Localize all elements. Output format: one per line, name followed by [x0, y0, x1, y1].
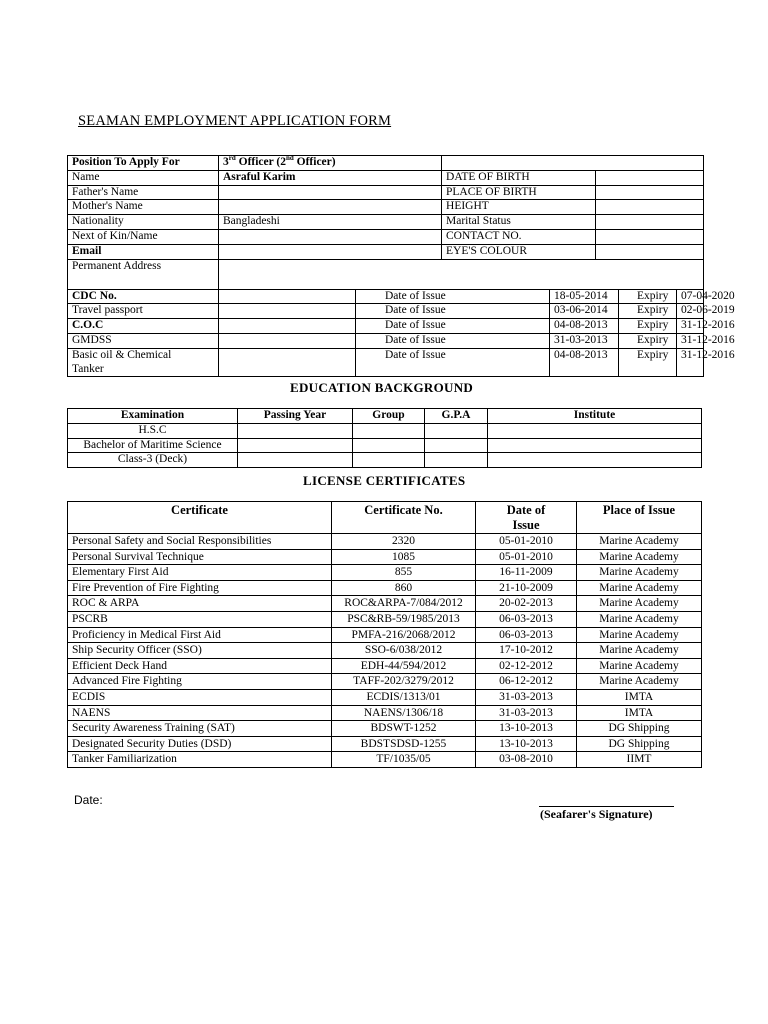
empty-cell	[353, 453, 425, 468]
empty-cell	[442, 156, 704, 171]
education-heading: EDUCATION BACKGROUND	[290, 380, 474, 395]
document-name-text: GMDSS	[72, 333, 112, 346]
document-number	[219, 289, 356, 304]
empty-cell	[488, 438, 702, 453]
document-row	[68, 304, 704, 319]
document-name-text: C.O.C	[72, 319, 104, 332]
field-label: Next of Kin/Name	[68, 229, 219, 244]
certificate-name: Personal Safety and Social Responsibilities	[68, 534, 332, 550]
certificate-name: Security Awareness Training (SAT)	[68, 721, 332, 737]
place-of-issue: Marine Academy	[577, 565, 702, 581]
table-row	[68, 580, 702, 596]
examination-name: Bachelor of Maritime Science	[68, 438, 238, 453]
issue-date: 03-06-2014	[550, 304, 619, 319]
empty-cell	[488, 423, 702, 438]
table-row	[68, 423, 702, 438]
issue-label: Date of Issue	[356, 348, 550, 377]
certificate-name: PSCRB	[68, 611, 332, 627]
issue-date: 17-10-2012	[476, 643, 577, 659]
certificate-name: Advanced Fire Fighting	[68, 674, 332, 690]
issue-date: 13-10-2013	[476, 736, 577, 752]
document-name-text: Tanker	[72, 362, 104, 375]
table-row	[68, 752, 702, 768]
certificate-name: Fire Prevention of Fire Fighting	[68, 580, 332, 596]
place-of-issue: DG Shipping	[577, 736, 702, 752]
field-value	[219, 244, 442, 259]
table-row	[68, 453, 702, 468]
issue-label: Date of Issue	[356, 333, 550, 348]
field-value	[596, 185, 704, 200]
document-name	[68, 304, 219, 319]
place-of-issue: Marine Academy	[577, 611, 702, 627]
examination-name: H.S.C	[68, 423, 238, 438]
date-label: Date:	[74, 793, 103, 807]
document-name	[68, 319, 219, 334]
table-row	[68, 259, 704, 289]
table-row	[68, 721, 702, 737]
field-label: EYE'S COLOUR	[442, 244, 596, 259]
field-value	[596, 170, 704, 185]
table-row	[68, 658, 702, 674]
document-number	[219, 319, 356, 334]
position-value: 3rd Officer (2nd Officer)	[219, 156, 442, 171]
document-name-text: Travel passport	[72, 304, 143, 317]
table-row	[68, 596, 702, 612]
certificate-name: Tanker Familiarization	[68, 752, 332, 768]
field-value	[596, 200, 704, 215]
certificate-number: ECDIS/1313/01	[332, 689, 476, 705]
field-value: Bangladeshi	[219, 215, 442, 230]
field-label: Mother's Name	[68, 200, 219, 215]
expiry-label: Expiry	[619, 304, 677, 319]
place-of-issue: Marine Academy	[577, 627, 702, 643]
issue-label: Date of Issue	[356, 304, 550, 319]
issue-date: 20-02-2013	[476, 596, 577, 612]
place-of-issue: Marine Academy	[577, 658, 702, 674]
place-of-issue: Marine Academy	[577, 580, 702, 596]
table-row	[68, 170, 704, 185]
table-row	[68, 185, 704, 200]
empty-cell	[488, 453, 702, 468]
table-row	[68, 200, 704, 215]
document-name-text: CDC No.	[72, 289, 117, 302]
certificate-number: BDSWT-1252	[332, 721, 476, 737]
field-value: Asraful Karim	[219, 170, 442, 185]
document-number	[219, 304, 356, 319]
document-name	[68, 289, 219, 304]
table-row	[68, 244, 704, 259]
issue-date: 21-10-2009	[476, 580, 577, 596]
field-label: Name	[68, 170, 219, 185]
expiry-date: 31-12-2016	[677, 319, 704, 334]
field-label: DATE OF BIRTH	[442, 170, 596, 185]
certificate-number: TAFF-202/3279/2012	[332, 674, 476, 690]
certificate-number: 860	[332, 580, 476, 596]
place-of-issue: DG Shipping	[577, 721, 702, 737]
certificate-number: NAENS/1306/18	[332, 705, 476, 721]
certificate-number: 2320	[332, 534, 476, 550]
certificate-number: PMFA-216/2068/2012	[332, 627, 476, 643]
field-value	[219, 185, 442, 200]
empty-cell	[425, 453, 488, 468]
certificate-name: ROC & ARPA	[68, 596, 332, 612]
document-row	[68, 289, 704, 304]
field-value	[596, 229, 704, 244]
document-name	[68, 348, 219, 377]
document-row	[68, 348, 704, 377]
certificate-number: 855	[332, 565, 476, 581]
table-row	[68, 229, 704, 244]
certificate-number: TF/1035/05	[332, 752, 476, 768]
column-header: Institute	[488, 409, 702, 424]
empty-cell	[353, 438, 425, 453]
field-value	[596, 215, 704, 230]
column-header: Group	[353, 409, 425, 424]
place-of-issue: Marine Academy	[577, 549, 702, 565]
empty-cell	[425, 438, 488, 453]
field-value	[219, 229, 442, 244]
table-row	[68, 215, 704, 230]
field-label: CONTACT NO.	[442, 229, 596, 244]
expiry-date: 02-06-2019	[677, 304, 704, 319]
empty-cell	[238, 453, 353, 468]
field-label: Nationality	[68, 215, 219, 230]
column-header: Certificate	[68, 502, 332, 534]
place-of-issue: IMTA	[577, 689, 702, 705]
education-table	[67, 408, 702, 468]
field-value	[219, 200, 442, 215]
certificate-name: Personal Survival Technique	[68, 549, 332, 565]
issue-date: 16-11-2009	[476, 565, 577, 581]
issue-date: 31-03-2013	[476, 689, 577, 705]
issue-date: 13-10-2013	[476, 721, 577, 737]
table-row	[68, 643, 702, 659]
certificate-name: Proficiency in Medical First Aid	[68, 627, 332, 643]
expiry-date: 31-12-2016	[677, 333, 704, 348]
certificate-number: EDH-44/594/2012	[332, 658, 476, 674]
table-row	[68, 736, 702, 752]
document-name-text: Basic oil & Chemical	[72, 348, 172, 361]
table-row	[68, 705, 702, 721]
issue-date: 05-01-2010	[476, 549, 577, 565]
expiry-label: Expiry	[619, 333, 677, 348]
expiry-label: Expiry	[619, 289, 677, 304]
empty-cell	[425, 423, 488, 438]
form-title: SEAMAN EMPLOYMENT APPLICATION FORM	[78, 113, 392, 129]
license-heading: LICENSE CERTIFICATES	[303, 473, 466, 488]
field-label: Father's Name	[68, 185, 219, 200]
permanent-address-label: Permanent Address	[68, 259, 219, 289]
place-of-issue: IMTA	[577, 705, 702, 721]
empty-cell	[353, 423, 425, 438]
place-of-issue: IIMT	[577, 752, 702, 768]
examination-name: Class-3 (Deck)	[68, 453, 238, 468]
table-row	[68, 156, 704, 171]
place-of-issue: Marine Academy	[577, 596, 702, 612]
column-header: Passing Year	[238, 409, 353, 424]
license-table	[67, 501, 702, 768]
certificate-number: 1085	[332, 549, 476, 565]
table-row	[68, 549, 702, 565]
field-label: PLACE OF BIRTH	[442, 185, 596, 200]
table-row	[68, 627, 702, 643]
column-header: Certificate No.	[332, 502, 476, 534]
issue-date: 02-12-2012	[476, 658, 577, 674]
issue-label: Date of Issue	[356, 319, 550, 334]
field-value	[596, 244, 704, 259]
signature-label: (Seafarer's Signature)	[540, 807, 653, 821]
expiry-label: Expiry	[619, 348, 677, 377]
table-row	[68, 565, 702, 581]
document-number	[219, 348, 356, 377]
certificate-number: PSC&RB-59/1985/2013	[332, 611, 476, 627]
certificate-number: BDSTSDSD-1255	[332, 736, 476, 752]
document-name	[68, 333, 219, 348]
document-row	[68, 333, 704, 348]
document-row	[68, 319, 704, 334]
certificate-name: Elementary First Aid	[68, 565, 332, 581]
column-header: Date of Issue	[476, 502, 577, 534]
field-label: Marital Status	[442, 215, 596, 230]
place-of-issue: Marine Academy	[577, 534, 702, 550]
issue-date: 06-03-2013	[476, 611, 577, 627]
certificate-name: Efficient Deck Hand	[68, 658, 332, 674]
issue-date: 18-05-2014	[550, 289, 619, 304]
certificate-name: Ship Security Officer (SSO)	[68, 643, 332, 659]
issue-label: Date of Issue	[356, 289, 550, 304]
empty-cell	[238, 423, 353, 438]
place-of-issue: Marine Academy	[577, 674, 702, 690]
column-header: Examination	[68, 409, 238, 424]
empty-cell	[238, 438, 353, 453]
issue-date: 06-12-2012	[476, 674, 577, 690]
table-row	[68, 611, 702, 627]
document-number	[219, 333, 356, 348]
certificate-name: ECDIS	[68, 689, 332, 705]
position-label: Position To Apply For	[68, 156, 219, 171]
expiry-label: Expiry	[619, 319, 677, 334]
issue-date: 04-08-2013	[550, 348, 619, 377]
issue-date: 03-08-2010	[476, 752, 577, 768]
column-header: G.P.A	[425, 409, 488, 424]
table-row	[68, 674, 702, 690]
certificate-name: NAENS	[68, 705, 332, 721]
issue-date: 05-01-2010	[476, 534, 577, 550]
field-label: HEIGHT	[442, 200, 596, 215]
table-row	[68, 438, 702, 453]
issue-date: 31-03-2013	[550, 333, 619, 348]
place-of-issue: Marine Academy	[577, 643, 702, 659]
field-label: Email	[68, 244, 219, 259]
personal-details-table	[67, 154, 735, 377]
certificate-number: SSO-6/038/2012	[332, 643, 476, 659]
certificate-number: ROC&ARPA-7/084/2012	[332, 596, 476, 612]
column-header: Place of Issue	[577, 502, 702, 534]
issue-date: 31-03-2013	[476, 705, 577, 721]
issue-date: 06-03-2013	[476, 627, 577, 643]
table-row	[68, 534, 702, 550]
expiry-date: 07-04-2020	[677, 289, 704, 304]
expiry-date: 31-12-2016	[677, 348, 704, 377]
certificate-name: Designated Security Duties (DSD)	[68, 736, 332, 752]
table-row	[68, 689, 702, 705]
permanent-address-value	[219, 259, 704, 289]
issue-date: 04-08-2013	[550, 319, 619, 334]
